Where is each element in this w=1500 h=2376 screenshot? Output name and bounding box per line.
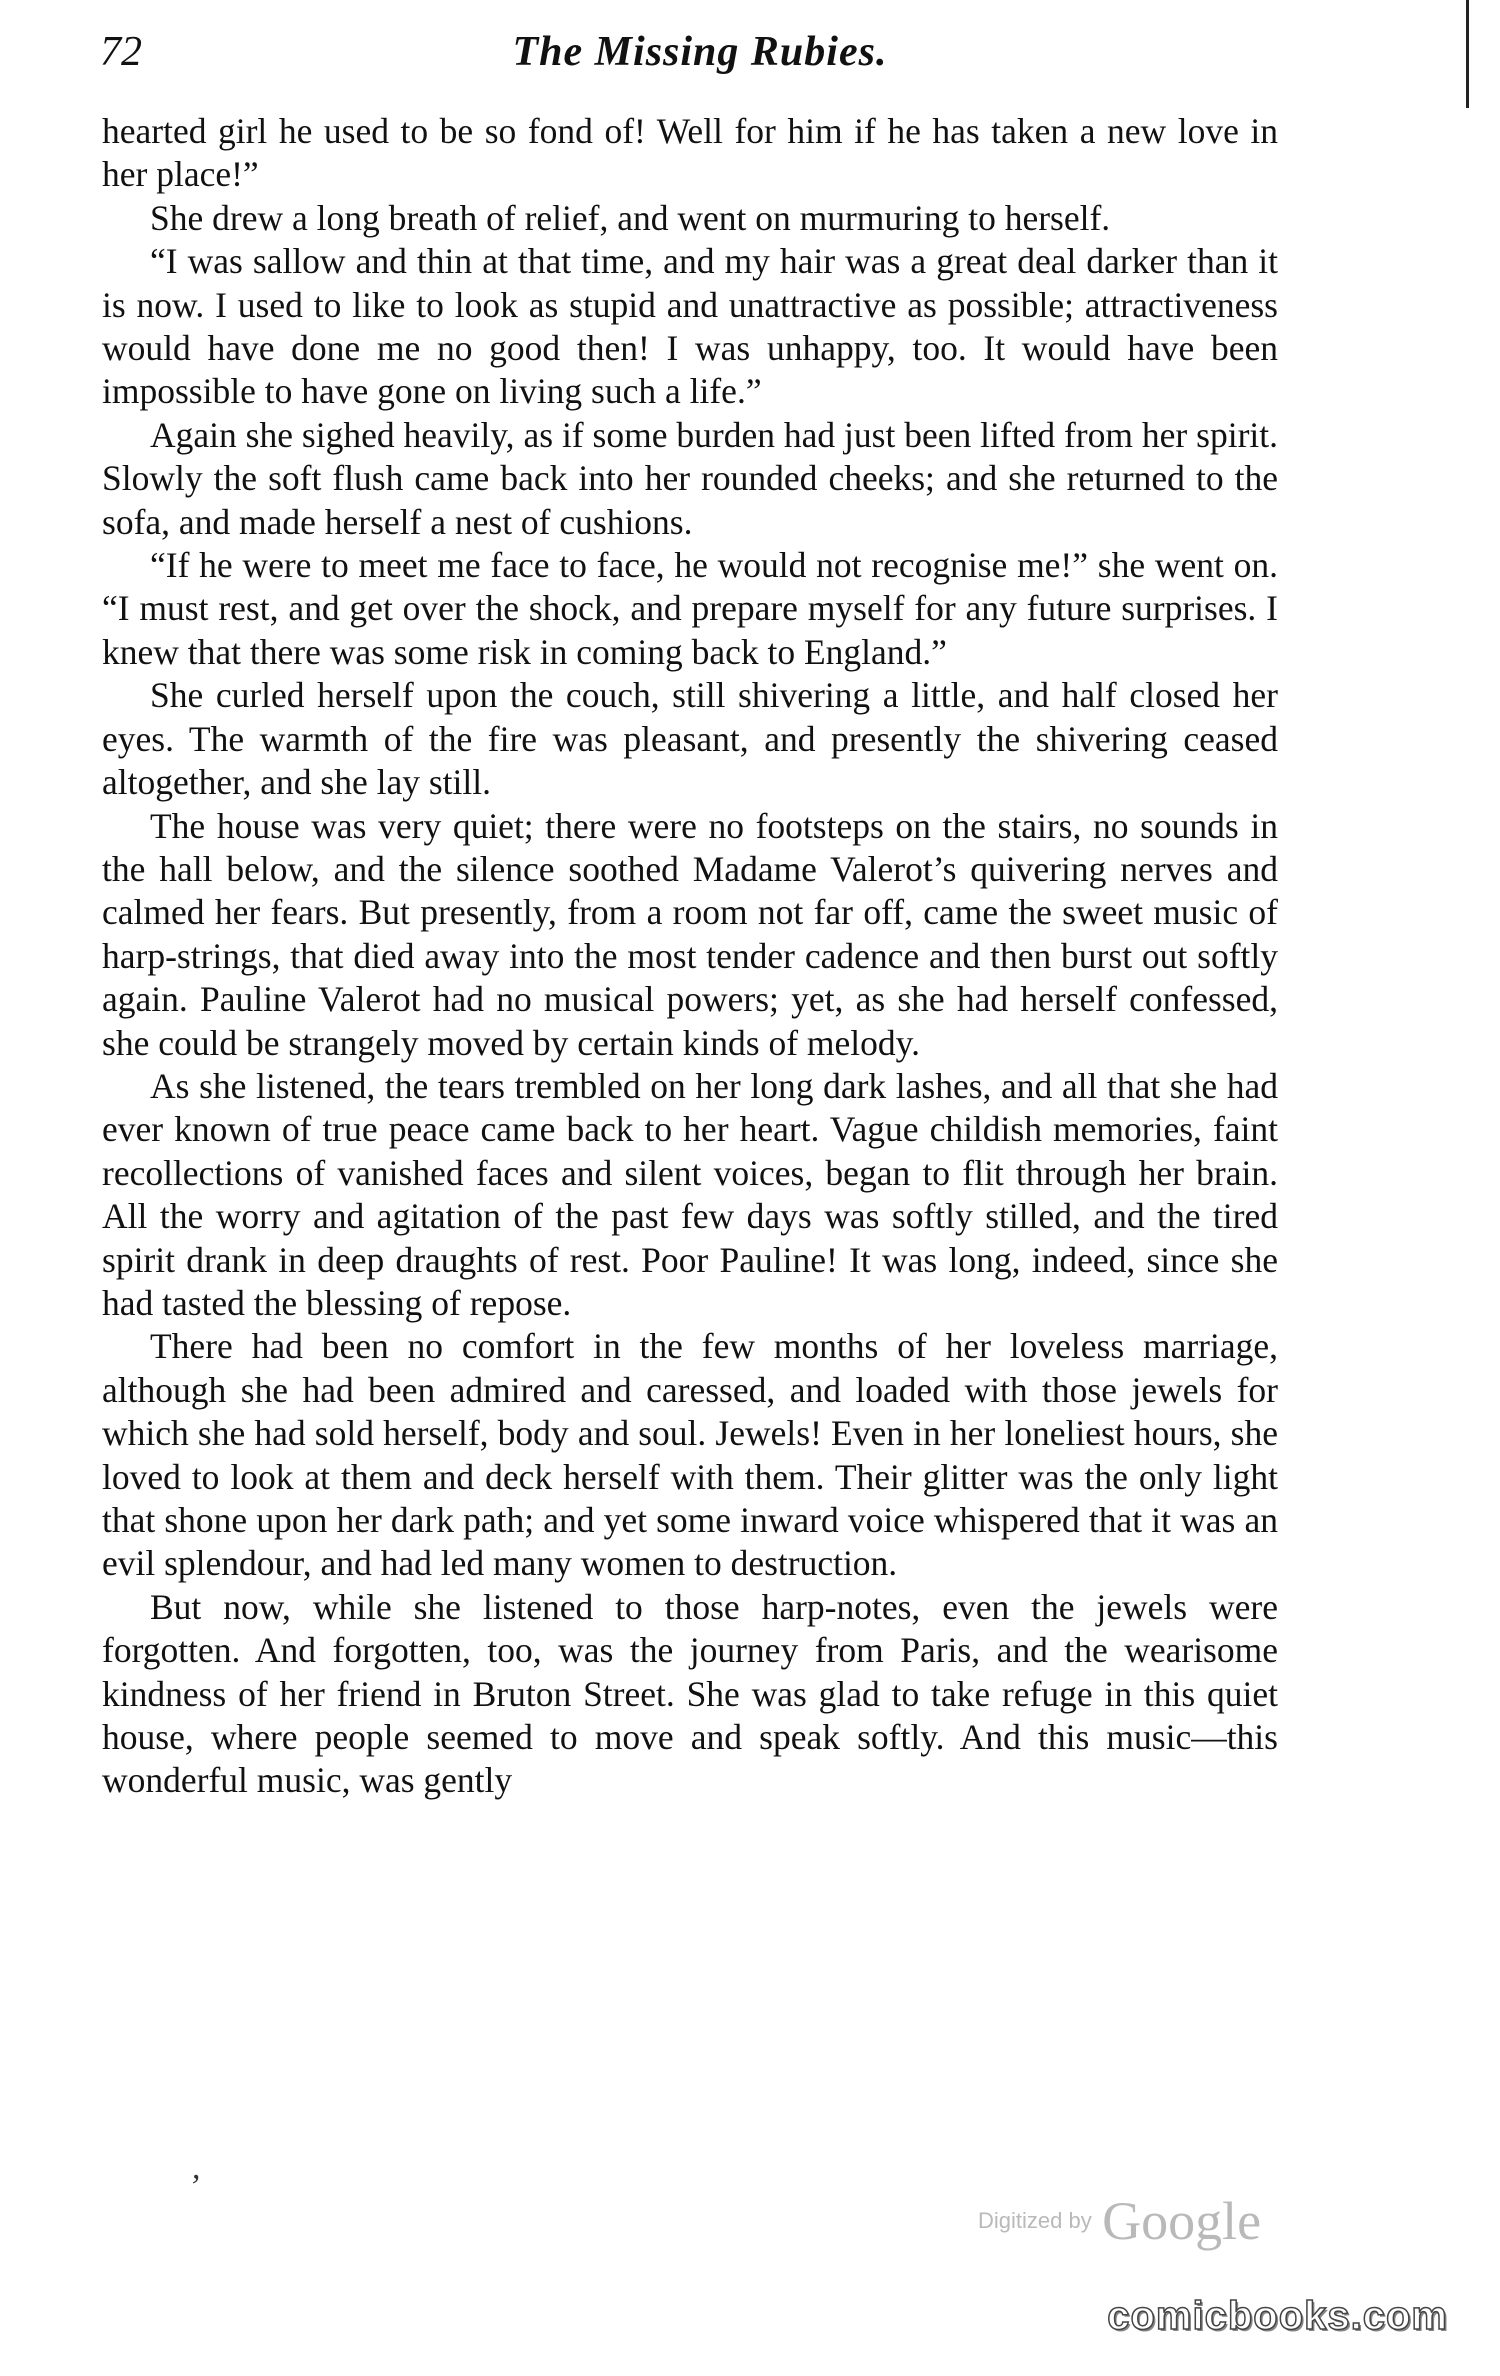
google-logo: Google <box>1102 2191 1262 2251</box>
paragraph: But now, while she listened to those harp-notes, even the jewels were forgotten. And forgotten, too, was the journey from Paris, and the wearisome kindness of her friend in Bruton Street. She was glad to take refuge in this quiet house, where people seemed to move and speak softly. And this music—this wonderful music, was gently <box>102 1586 1278 1801</box>
body-text <box>102 110 1278 1803</box>
digitized-by-google <box>978 2190 1261 2252</box>
paragraph: As she listened, the tears trembled on her long dark lashes, and all that she had ever known of true peace came back to her heart. Vague childish memories, faint recollections of vanished faces and silent voices, began to flit through her brain. All the worry and agitation of the past few days was softly stilled, and the tired spirit drank in deep draughts of rest. Poor Pauline! It was long, indeed, since she had tasted the blessing of repose. <box>102 1065 1278 1323</box>
page-edge-rule <box>1466 0 1469 108</box>
paragraph-continued: hearted girl he used to be so fond of! Well for him if he has taken a new love in her place!” <box>102 111 1278 195</box>
digitized-label: Digitized by <box>978 2208 1092 2233</box>
page-header <box>100 28 1300 88</box>
running-title: The Missing Rubies. <box>512 29 888 75</box>
paragraph: There had been no comfort in the few months of her loveless marriage, although she had been admired and caressed, and loaded with those jewels for which she had sold herself, body and soul. Jewels! Even in her loneliest hours, she loved to look at them and deck herself with them. Their glitter was the only light that shone upon her dark path; and yet some inward voice whispered that it was an evil splendour, and had led many women to destruction. <box>102 1326 1278 1584</box>
page-number: 72 <box>100 29 142 75</box>
paragraph: “If he were to meet me face to face, he would not recognise me!” she went on. “I must rest, and get over the shock, and prepare myself for any future surprises. I knew that there was some risk in coming back to England.” <box>102 545 1278 672</box>
watermark: comicbooks.com <box>1107 2294 1448 2338</box>
paragraph: “I was sallow and thin at that time, and my hair was a great deal darker than it is now. I used to like to look as stupid and unattractive as possible; attractiveness would have done me no good then! I was unhappy, too. It would have been impossible to have gone on living such a life.” <box>102 241 1278 412</box>
paragraph: Again she sighed heavily, as if some burden had just been lifted from her spirit. Slowly the soft flush came back into her rounded cheeks; and she returned to the sofa, and made herself a nest of cushions. <box>102 414 1278 542</box>
stray-mark: ’ <box>188 2168 200 2205</box>
paragraph: The house was very quiet; there were no footsteps on the stairs, no sounds in the hall below, and the silence soothed Madame Valerot’s quivering nerves and calmed her fears. But presently, from a room not far off, came the sweet music of harp-strings, that died away into the most tender cadence and then burst out softly again. Pauline Valerot had no musical powers; yet, as she had herself confessed, she could be strangely moved by certain kinds of melody. <box>102 805 1278 1063</box>
paragraph: She curled herself upon the couch, still shivering a little, and half closed her eyes. The warmth of the fire was pleasant, and presently the shivering ceased altogether, and she lay still. <box>102 675 1278 803</box>
paragraph: She drew a long breath of relief, and went on murmuring to herself. <box>150 197 1111 238</box>
